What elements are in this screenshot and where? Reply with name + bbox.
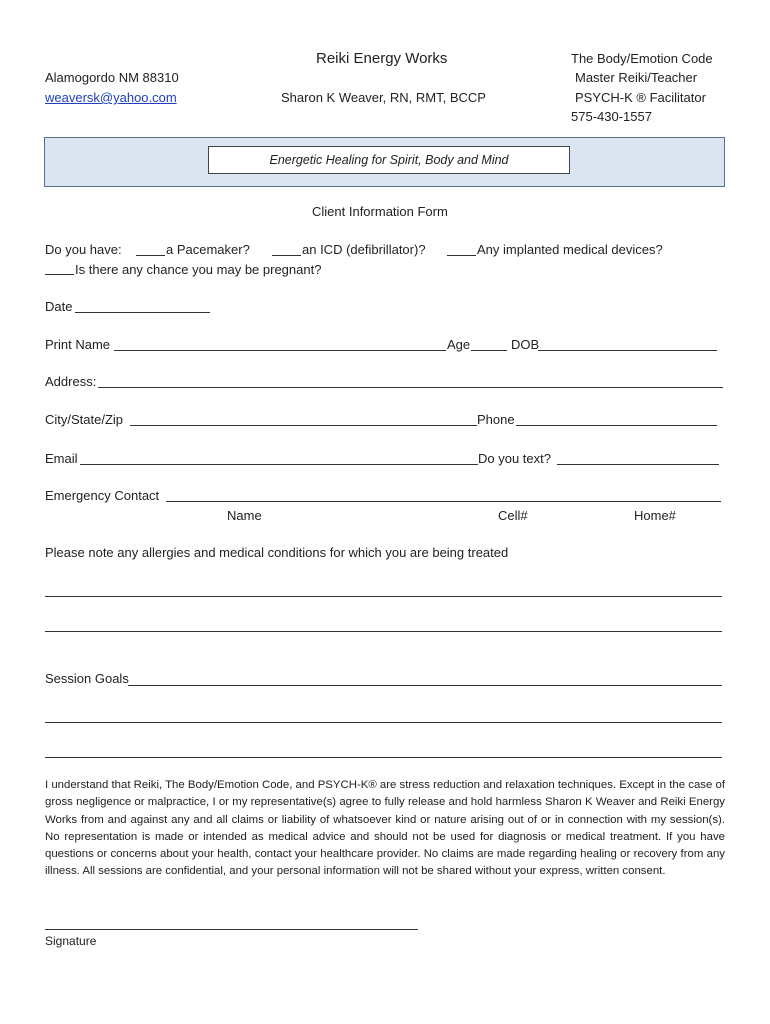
dob-field[interactable] xyxy=(538,350,717,351)
phone-label: Phone xyxy=(477,412,515,427)
ec-home-caption: Home# xyxy=(634,508,676,523)
signature-field[interactable] xyxy=(45,929,418,930)
do-you-text-field[interactable] xyxy=(557,464,719,465)
phone-number: 575-430-1557 xyxy=(571,109,652,124)
icd-blank[interactable] xyxy=(272,255,301,256)
pacemaker-label: a Pacemaker? xyxy=(166,242,250,257)
address-field[interactable] xyxy=(98,387,723,388)
pregnant-blank[interactable] xyxy=(45,274,74,275)
dob-label: DOB xyxy=(511,337,540,352)
pregnant-label: Is there any chance you may be pregnant? xyxy=(75,262,322,277)
emergency-contact-label: Emergency Contact xyxy=(45,488,160,503)
date-field[interactable] xyxy=(75,312,210,313)
print-name-label: Print Name xyxy=(45,337,111,352)
session-goals-line-1[interactable] xyxy=(128,685,722,686)
implants-label: Any implanted medical devices? xyxy=(477,242,663,257)
release-disclaimer: I understand that Reiki, The Body/Emotion Code, and PSYCH-K® are stress reduction and relaxation techniques. Except in the case of gross negligence or malpractice, I or my representative(s) agree to fully release and hold harmless Sharon K Weaver and Reiki Energy Works from and against any and all claims or liability of whatsoever kind or nature arising out of or in connection with my session(s). No representation is made or intended as medical advice and should not be used for diagnosis or medical treatment. If you have questions or concerns about your health, contact your healthcare provider. No claims are made regarding healing or recovery from any illness. All sessions are confidential, and your personal information will not be shared without your express, written consent. xyxy=(45,779,725,878)
credential-psychk: PSYCH-K ® Facilitator xyxy=(575,90,706,105)
session-goals-line-3[interactable] xyxy=(45,757,722,758)
email-label: Email xyxy=(45,451,78,466)
allergies-line-2[interactable] xyxy=(45,631,722,632)
icd-label: an ICD (defibrillator)? xyxy=(302,242,426,257)
email-link[interactable]: weaversk@yahoo.com xyxy=(45,90,177,105)
allergies-label: Please note any allergies and medical conditions for which you are being treated xyxy=(45,545,509,560)
address-label: Address: xyxy=(45,374,97,389)
session-goals-line-2[interactable] xyxy=(45,722,722,723)
session-goals-label: Session Goals xyxy=(45,671,129,686)
print-name-field[interactable] xyxy=(114,350,446,351)
email-field[interactable] xyxy=(80,464,478,465)
devices-prompt: Do you have: xyxy=(45,242,122,257)
signature-label: Signature xyxy=(45,934,97,948)
form-title: Client Information Form xyxy=(312,204,448,219)
tagline-banner xyxy=(44,137,725,187)
ec-name-caption: Name xyxy=(227,508,262,523)
tagline: Energetic Healing for Spirit, Body and Mind xyxy=(208,146,570,174)
allergies-line-1[interactable] xyxy=(45,596,722,597)
city-address: Alamogordo NM 88310 xyxy=(45,70,179,85)
city-state-zip-label: City/State/Zip xyxy=(45,412,124,427)
do-you-text-label: Do you text? xyxy=(478,451,551,466)
phone-field[interactable] xyxy=(516,425,717,426)
pacemaker-blank[interactable] xyxy=(136,255,165,256)
ec-cell-caption: Cell# xyxy=(498,508,528,523)
age-label: Age xyxy=(447,337,471,352)
business-name: Reiki Energy Works xyxy=(316,50,448,67)
credential-body-emotion: The Body/Emotion Code xyxy=(571,51,713,66)
date-label: Date xyxy=(45,299,73,314)
credential-reiki: Master Reiki/Teacher xyxy=(575,70,698,85)
practitioner-name: Sharon K Weaver, RN, RMT, BCCP xyxy=(281,90,486,105)
emergency-contact-field[interactable] xyxy=(166,501,721,502)
age-field[interactable] xyxy=(471,350,507,351)
city-state-zip-field[interactable] xyxy=(130,425,477,426)
implants-blank[interactable] xyxy=(447,255,476,256)
